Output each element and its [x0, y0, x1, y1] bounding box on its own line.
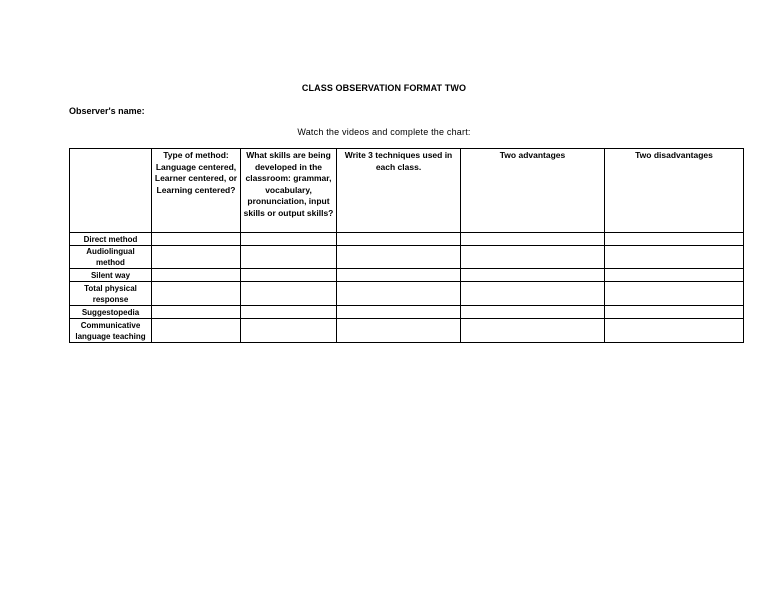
table-cell[interactable] — [241, 269, 337, 282]
row-label-total-physical-response: Total physical response — [70, 282, 152, 306]
table-cell[interactable] — [241, 306, 337, 319]
table-row — [70, 306, 744, 319]
header-row — [70, 149, 744, 233]
table-cell[interactable] — [461, 233, 605, 246]
table-cell[interactable] — [152, 233, 241, 246]
header-corner-cell — [70, 149, 152, 233]
table-cell[interactable] — [605, 282, 744, 306]
table-row — [70, 233, 744, 246]
table-cell[interactable] — [152, 306, 241, 319]
observer-name-label: Observer's name: — [69, 106, 145, 116]
table-cell[interactable] — [337, 233, 461, 246]
row-label-direct-method: Direct method — [70, 233, 152, 246]
header-techniques: Write 3 techniques used in each class. — [337, 149, 461, 233]
table-cell[interactable] — [152, 319, 241, 343]
table-cell[interactable] — [461, 269, 605, 282]
table-cell[interactable] — [152, 282, 241, 306]
table-cell[interactable] — [461, 282, 605, 306]
table-cell[interactable] — [605, 233, 744, 246]
table-cell[interactable] — [605, 319, 744, 343]
table-cell[interactable] — [337, 246, 461, 269]
table-row — [70, 319, 744, 343]
table-cell[interactable] — [241, 319, 337, 343]
observation-chart — [69, 148, 744, 343]
table-cell[interactable] — [152, 246, 241, 269]
table-cell[interactable] — [241, 282, 337, 306]
table-cell[interactable] — [461, 306, 605, 319]
table-cell[interactable] — [337, 282, 461, 306]
table-cell[interactable] — [241, 246, 337, 269]
header-advantages: Two advantages — [461, 149, 605, 233]
table-row — [70, 269, 744, 282]
row-label-silent-way: Silent way — [70, 269, 152, 282]
table-cell[interactable] — [461, 246, 605, 269]
table-cell[interactable] — [605, 306, 744, 319]
table-cell[interactable] — [605, 269, 744, 282]
table-cell[interactable] — [605, 246, 744, 269]
table-cell[interactable] — [337, 306, 461, 319]
table-cell[interactable] — [337, 319, 461, 343]
instruction-text: Watch the videos and complete the chart: — [297, 127, 471, 137]
table-cell[interactable] — [241, 233, 337, 246]
table-cell[interactable] — [152, 269, 241, 282]
header-disadvantages: Two disadvantages — [605, 149, 744, 233]
document-title: CLASS OBSERVATION FORMAT TWO — [301, 83, 467, 93]
row-label-audiolingual-method: Audiolingual method — [70, 246, 152, 269]
table-row — [70, 282, 744, 306]
header-skills-developed: What skills are being developed in the classroom: grammar, vocabulary, pronunciation, input skills or output skills? — [241, 149, 337, 233]
table-cell[interactable] — [337, 269, 461, 282]
table-cell[interactable] — [461, 319, 605, 343]
header-type-of-method: Type of method: Language centered, Learner centered, or Learning centered? — [152, 149, 241, 233]
row-label-communicative-language-teaching: Communicative language teaching — [70, 319, 152, 343]
table-row — [70, 246, 744, 269]
row-label-suggestopedia: Suggestopedia — [70, 306, 152, 319]
